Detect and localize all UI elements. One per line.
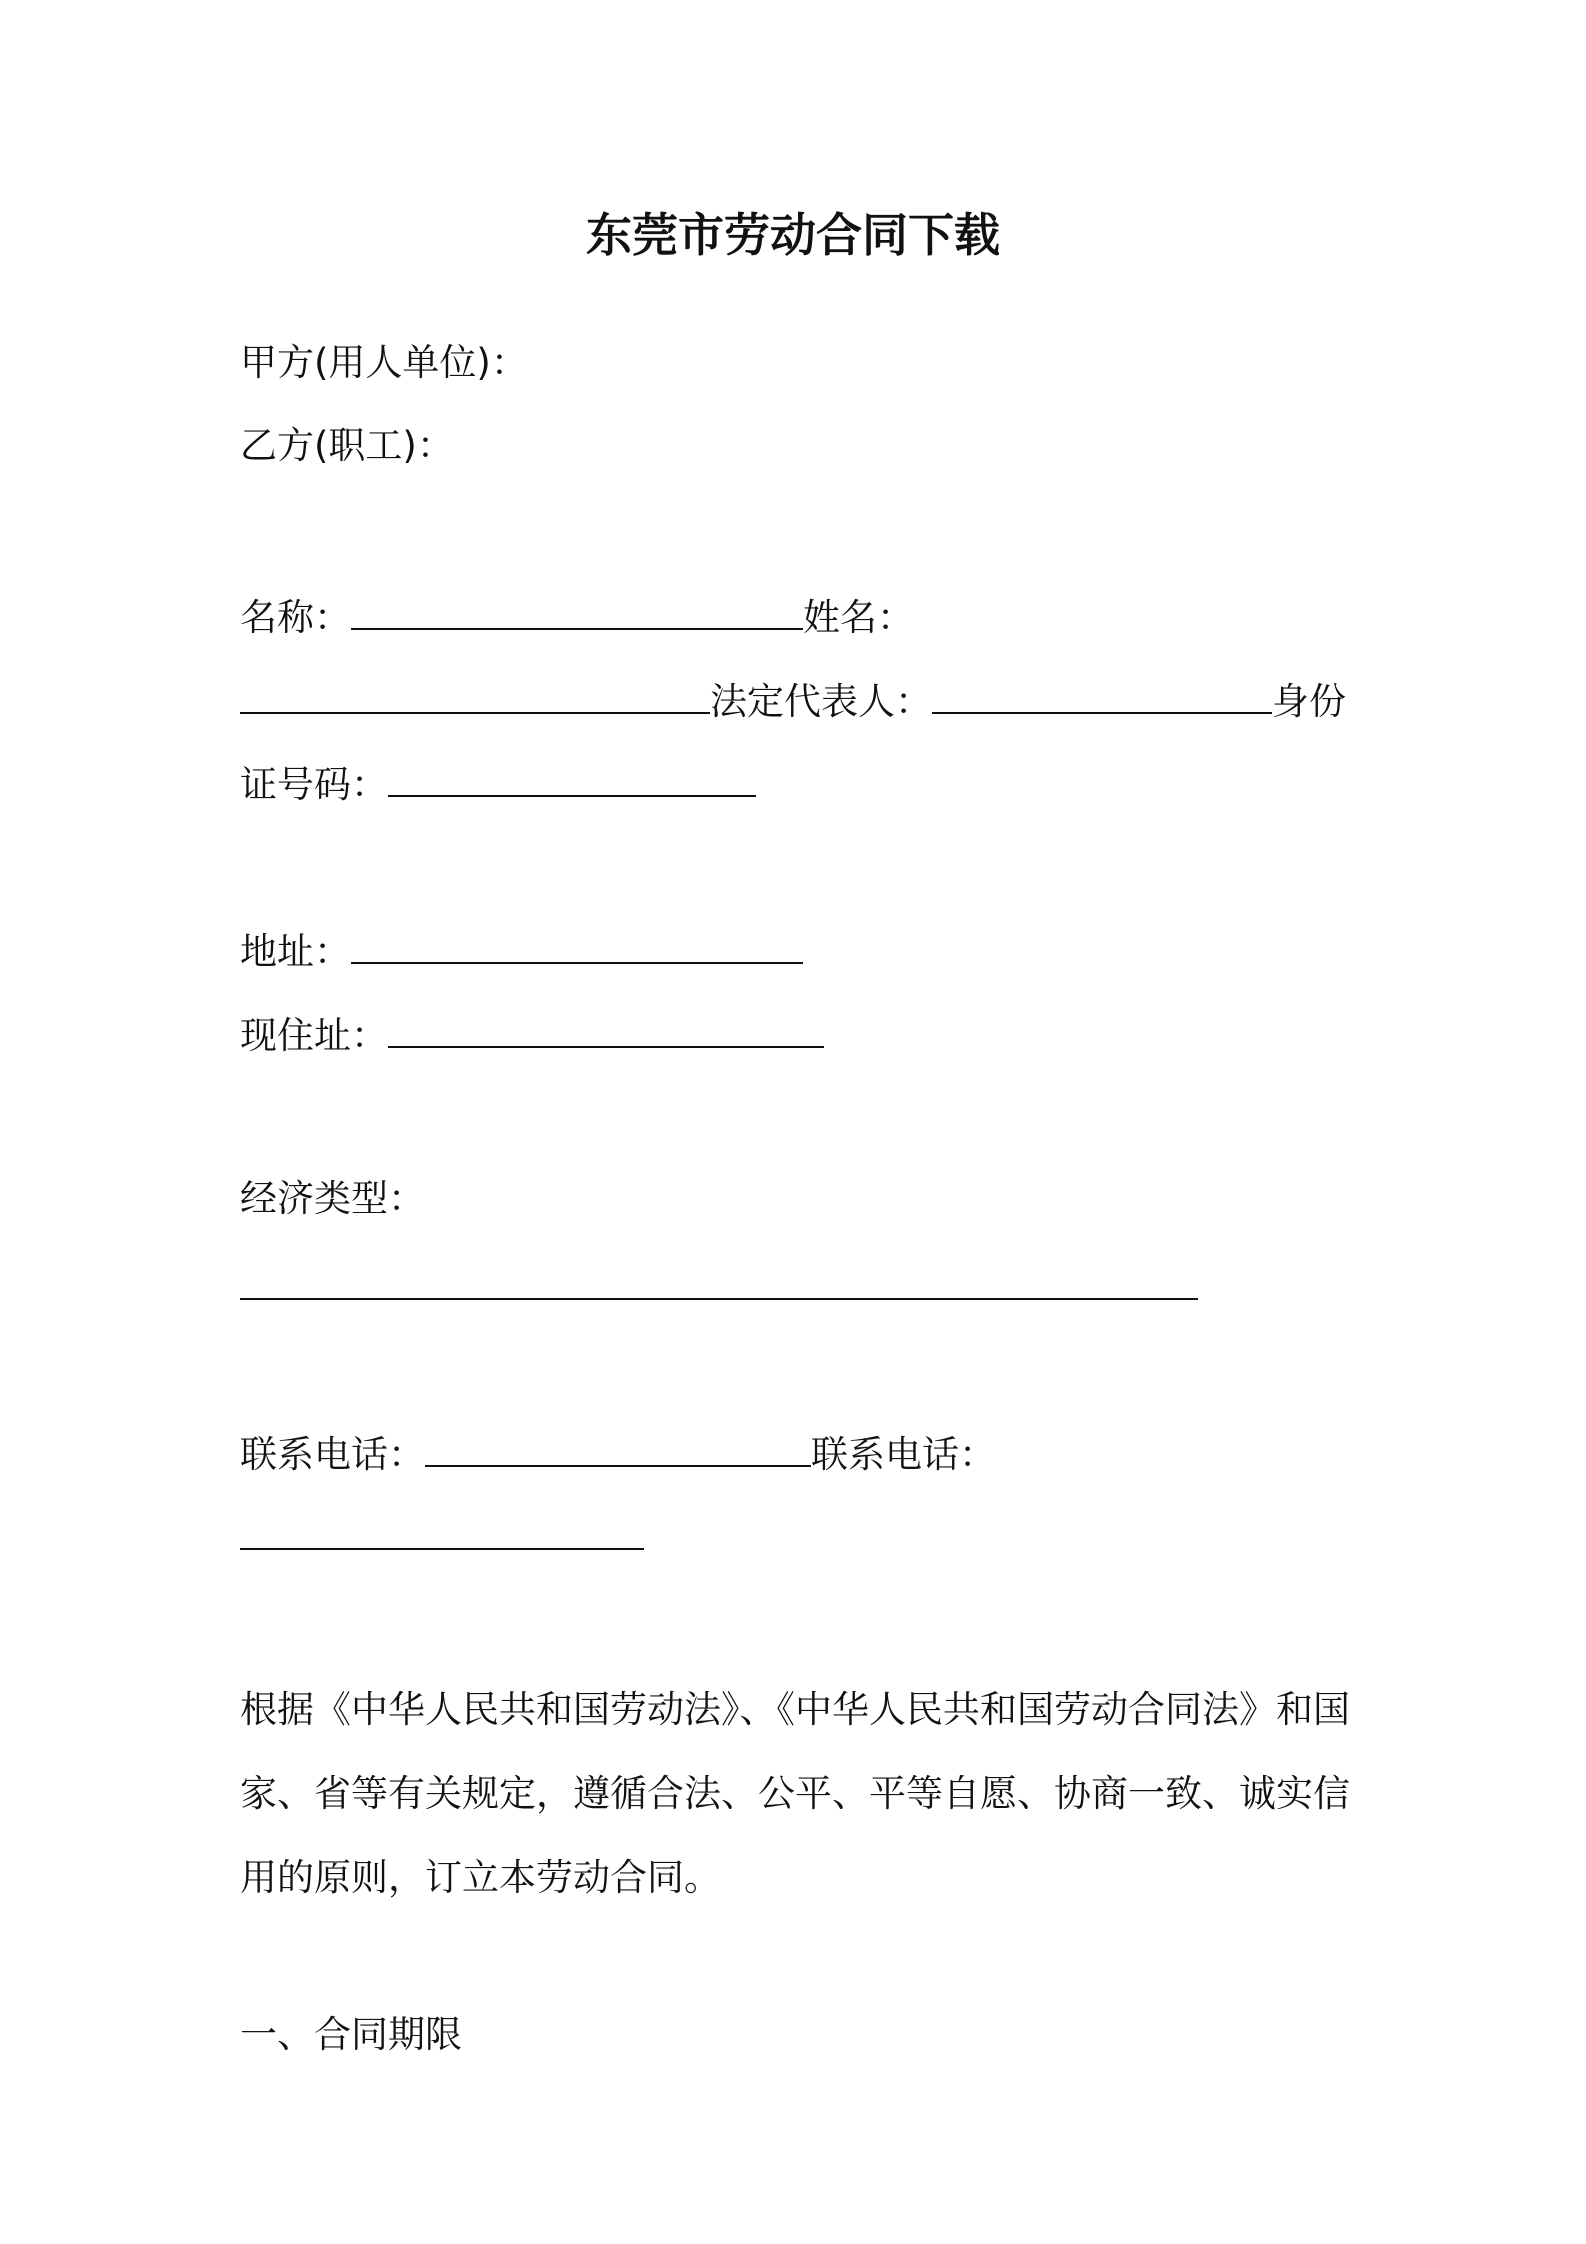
address-line xyxy=(240,922,803,977)
preamble-paragraph xyxy=(240,1668,1350,1920)
phone-blank-line xyxy=(240,1508,644,1563)
name-blank[interactable] xyxy=(351,588,803,630)
id-label-start: 身份 xyxy=(1272,680,1346,723)
section-1-title: 一、合同期限 xyxy=(240,2013,462,2056)
economic-type-blank[interactable] xyxy=(240,1258,1198,1300)
economic-type-label: 经济类型： xyxy=(240,1177,425,1220)
legal-rep-blank[interactable] xyxy=(932,672,1272,714)
current-address-label: 现住址： xyxy=(240,1014,388,1057)
phone-blank-a[interactable] xyxy=(425,1425,811,1467)
name-line xyxy=(240,588,914,643)
phone-blank-b[interactable] xyxy=(240,1508,644,1550)
party-a-line xyxy=(240,338,528,388)
legal-rep-label: 法定代表人： xyxy=(710,680,932,723)
phone-line xyxy=(240,1425,996,1480)
current-address-blank[interactable] xyxy=(388,1006,824,1048)
preamble-line-1: 根据《中华人民共和国劳动法》、《中华人民共和国劳动合同法》和国 xyxy=(240,1688,1350,1731)
section-heading xyxy=(240,2010,462,2060)
phone-label-a: 联系电话： xyxy=(240,1433,425,1476)
current-address-line xyxy=(240,1006,824,1061)
legal-rep-line xyxy=(240,672,1346,727)
economic-type-line xyxy=(240,1174,425,1224)
economic-type-blank-line xyxy=(240,1258,1198,1313)
id-label-end: 证号码： xyxy=(240,763,388,806)
party-a-label: 甲方(用人单位)： xyxy=(240,341,528,384)
document-title: 东莞市劳动合同下载 xyxy=(586,208,1000,262)
party-b-line xyxy=(240,421,454,471)
preamble-line-2: 家、省等有关规定，遵循合法、公平、平等自愿、协商一致、诚实信 xyxy=(240,1772,1350,1815)
person-name-label: 姓名： xyxy=(803,596,914,639)
party-b-label: 乙方(职工)： xyxy=(240,424,454,467)
phone-label-b: 联系电话： xyxy=(811,1433,996,1476)
id-number-line xyxy=(240,755,756,810)
person-name-blank[interactable] xyxy=(240,672,710,714)
address-label: 地址： xyxy=(240,930,351,973)
name-label: 名称： xyxy=(240,596,351,639)
preamble-line-3: 用的原则，订立本劳动合同。 xyxy=(240,1856,721,1899)
address-blank[interactable] xyxy=(351,922,803,964)
id-number-blank[interactable] xyxy=(388,755,756,797)
